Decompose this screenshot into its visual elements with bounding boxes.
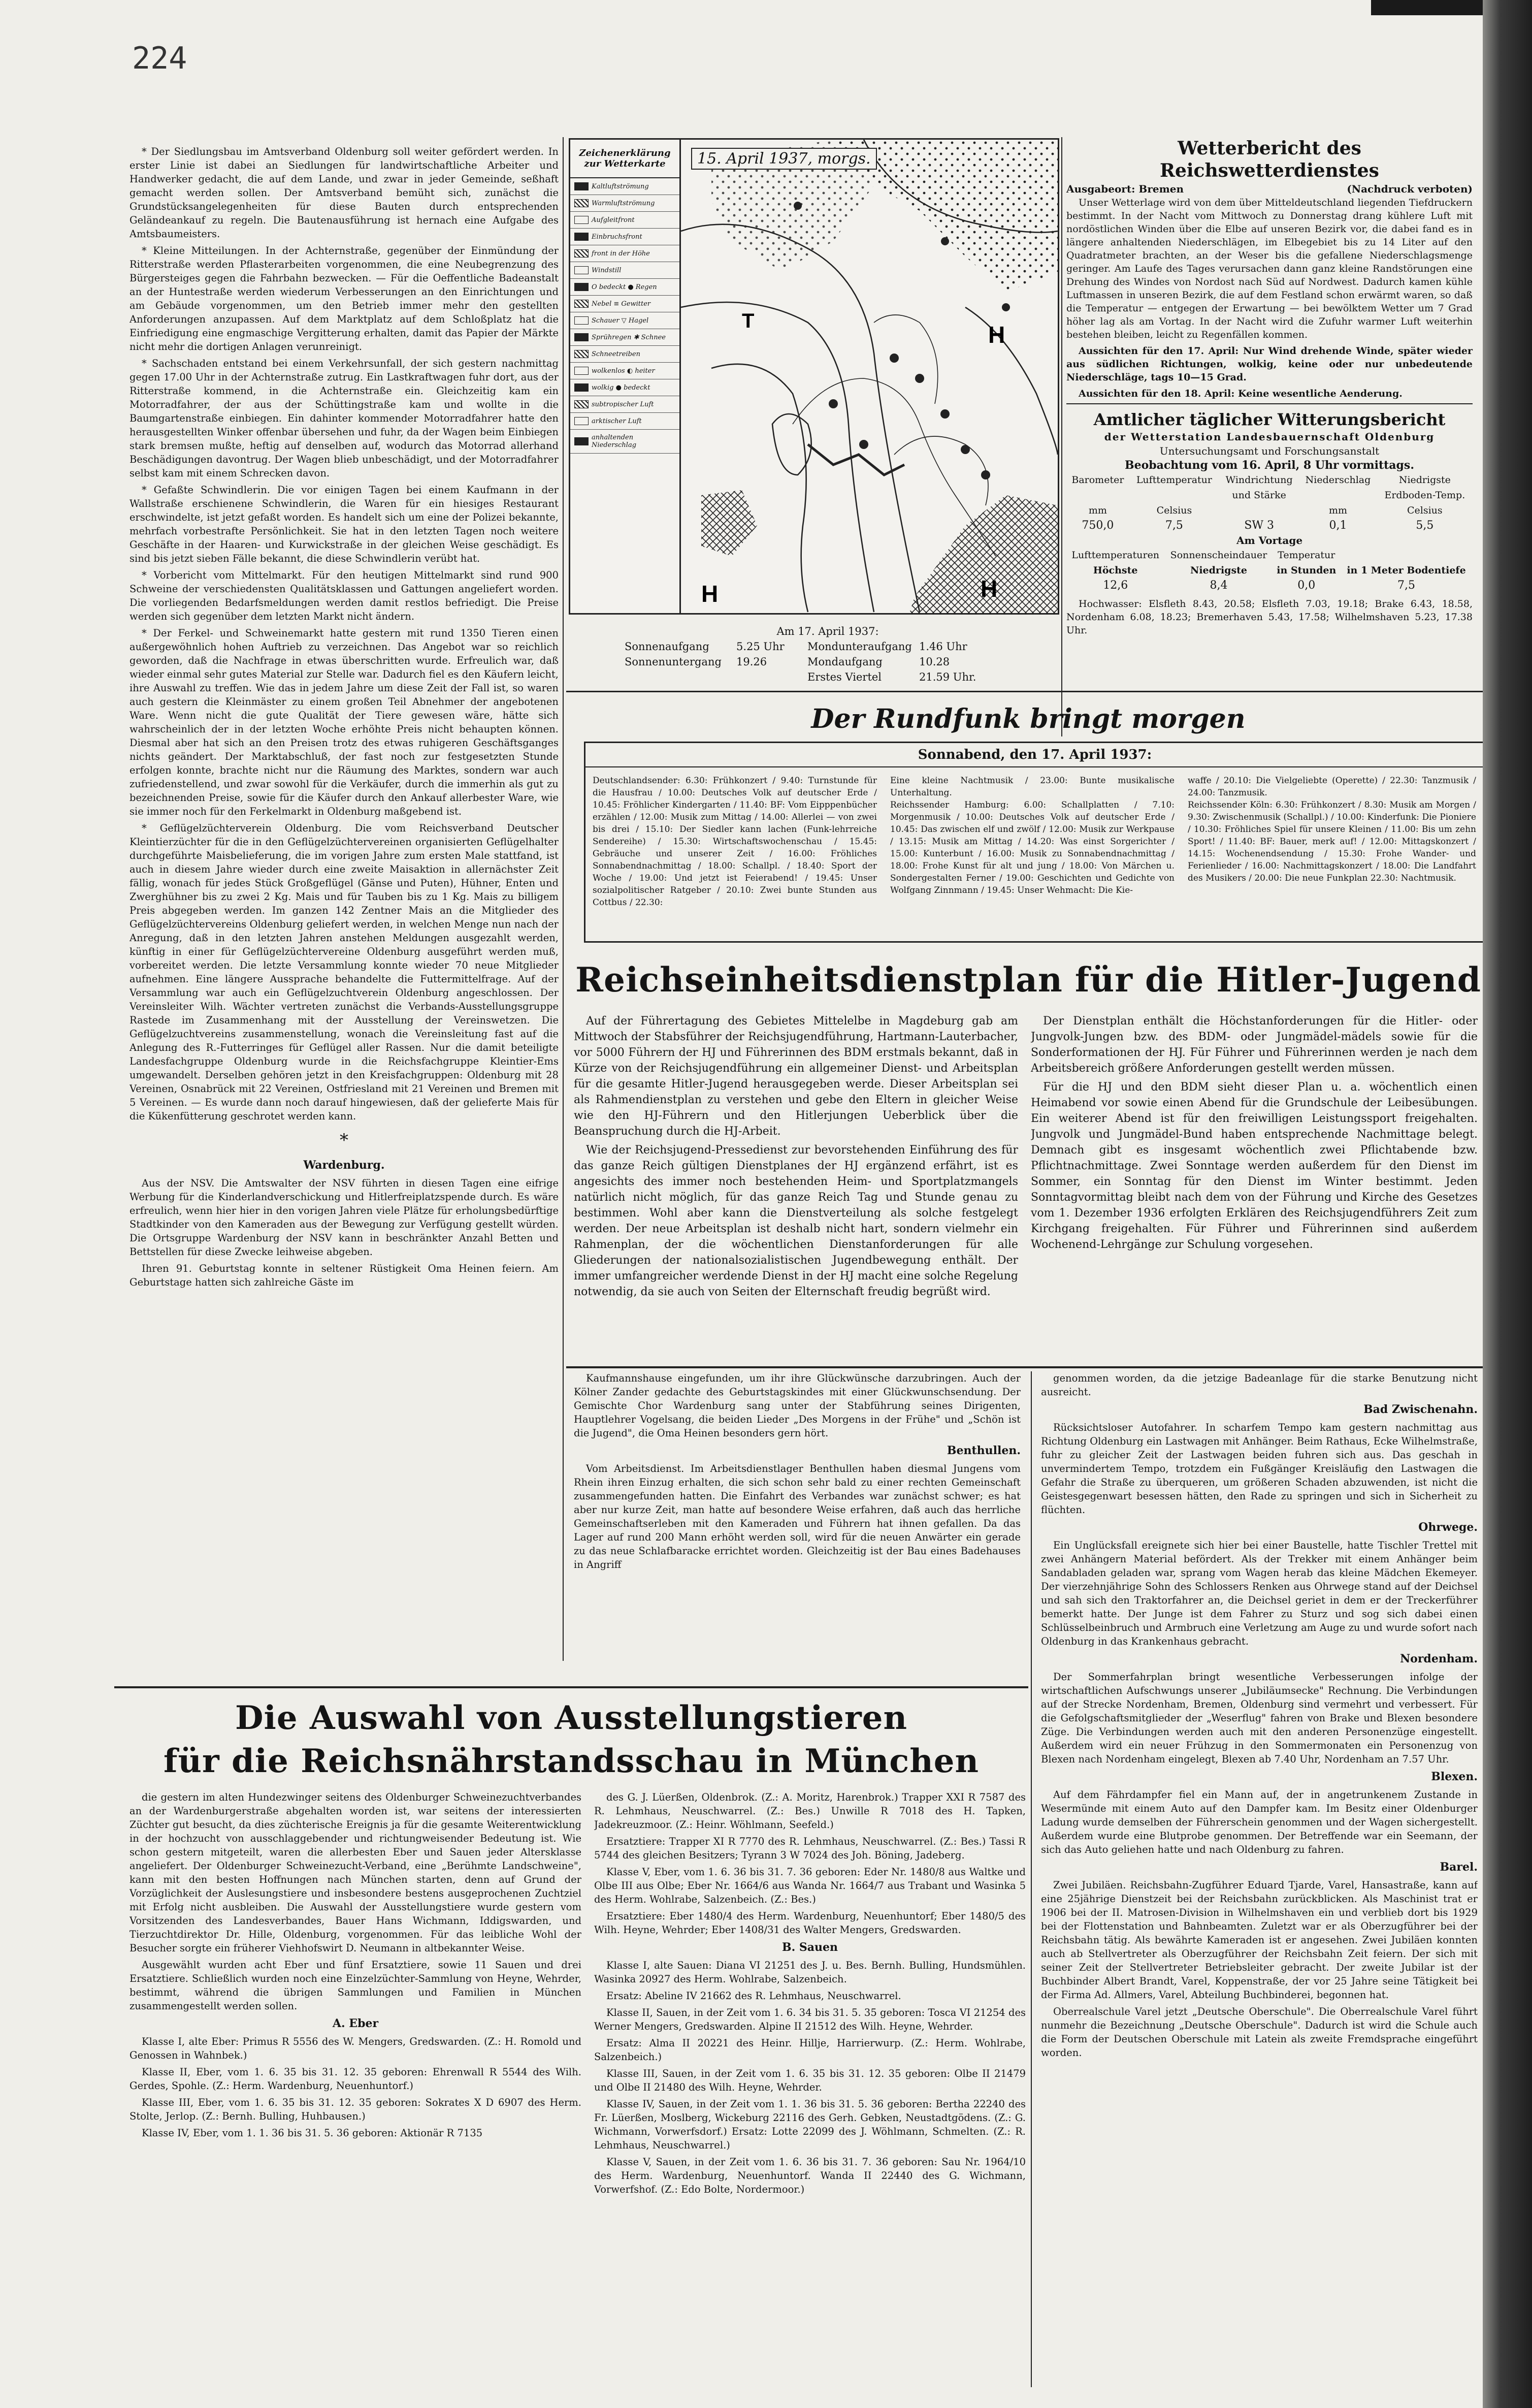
sauen-entry: Klasse III, Sauen, in der Zeit vom 1. 6. 35 bis 31. 12. 35 geboren: Olbe II 21479 und Olbe II 21480 des Wilh. Heyne, Wehrder. [594, 2068, 1026, 2093]
news-paragraph: Zwei Jubiläen. Reichsbahn-Zugführer Eduard Tjarde, Varel, Hansastraße, kann auf eine 25jährige Dienstzeit bei der Reichsbahn zurückblicken. Als Maschinist trat er 1906 bei der II. Matrosen-Division in Wilhelmshaven ein und verblieb dort bis 1929 bei der Flottenstation und Bahnbeamten. Zuletzt war er als Oberzugführer bei der Reichsbahn tätig. Als bewährte Kameraden ist er angesehen. Zwei Jubiläen konnten auch ab Stellvertreter als Oberzugführer der Reichsbahn Zeit feiern. Der sich mit seiner Zeit der Stellvertreter Betriebsleiter gebracht. Der zweite Jubilar ist der Buchbinder Albert Brandt, Varel, Koppenstraße, der vor 25 Jahre seine Tätigkeit bei der Firma Ad. Allmers, Varel, Abteilung Buchbinderei, begonnen hat. [1041, 1879, 1478, 2001]
bad-zwischenahn-title: Bad Zwischenahn. [1363, 1403, 1478, 1416]
eber-title: A. Eber [332, 2017, 379, 2030]
table-value-cell: 7,5 [1165, 519, 1183, 532]
hj-right-column [1031, 1013, 1478, 1359]
legend-item [570, 413, 679, 430]
legend-item-label: Aufgleitfront [592, 216, 635, 224]
news-paragraph: * Der Siedlungsbau im Amtsverband Oldenburg soll weiter gefördert werden. In erster Linie ist dabei an Siedlungen für landwirtschaftliche Arbeiter und Handwerker gedacht, die auf dem Lande, und zwar in jeder Gemeinde, seßhaft gemacht werden sollen. Der Amtsverband bemüht sich, zunächst die Grundstücksangelegenheiten für diese Bauten durch entsprechenden Geländeankauf zu regeln. Die Bautenausführung ist hernach eine Aufgabe des Amtsbaumeisters. [129, 146, 559, 240]
radio-col-1: Deutschlandsender: 6.30: Frühkonzert / 9.40: Turnstunde für die Hausfrau / 10.00: Deutsches Volk auf deutscher Erde / 10.45: Fröhlicher Kindergarten / 11.40: BF: Vom Eipppenbücher erzählen / 12.00: Musik zum Mittag / 14.00: Allerlei — von zwei bis drei / 15.10: Der Siedler kann lachen (Funk-lehrreiche Sendereihe) / 15.30: Wirtschaftswochenschau / 15.45: Gebräuche und unserer Zeit / 16.00: Fröhliches Sonnabendnachmittag / 18.00: Schallpl. / 18.40: Sport der Woche / 19.00: Und jetzt ist Feierabend! / 19.45: Unser sozialpolitischer Ratgeber / 20.10: Zwei bunte Stunden aus Cottbus / 22.30: [593, 776, 877, 908]
legend-item [570, 430, 679, 454]
table-value-cell: 750,0 [1082, 519, 1114, 532]
wardenburg-news [129, 1176, 559, 1289]
middle-left-column [574, 1371, 1021, 1676]
radio-col-3: waffe / 20.10: Die Vielgeliebte (Operette) / 22.30: Tanzmusik / 24.00: Tanzmusik. Reichssender Köln: 6.30: Frühkonzert / 8.30: Musik am Morgen / 9.30: Zwischenmusik (Schallpl.) / 10.00: Kinderfunk: Die Pioniere / 10.30: Fröhliches Spiel für unsere Kleinen / 11.00: Bis um zehn Sport! / 11.40: BF: Bauer, merk auf! / 12.00: Mittagskonzert / 14.15: Wochenendsendung / 15.30: Frohe Wander- und Ferienlieder / 16.00: Nachmittagskonzert / 18.00: Die Landfahrt des Musikers / 20.00: Die neue Funkplan 22.30: Nachtmusik. [1188, 776, 1476, 883]
ausstellung-paragraph: des G. J. Lüerßen, Oldenbrok. (Z.: A. Moritz, Harenbrok.) Trapper XXI R 7587 des R. Lehmhaus, Neuschwarrel. (Z.: Bes.) Unwille R 7018 des H. Tapken, Jadekreuzmoor. (Z.: Heinr. Wöhlmann, Seefeld.) [594, 1791, 1026, 1831]
sauen-entry: Klasse I, alte Sauen: Diana VI 21251 des J. u. Bes. Bernh. Bulling, Hundsmühlen. Wasinka 20927 des Herm. Wohlrabe, Salzenbeich. [594, 1960, 1026, 1985]
right-bottom-column [1041, 1371, 1478, 2397]
legend-item-label: wolkenlos ◐ heiter [592, 367, 655, 375]
ausstellung-paragraph: Ersatztiere: Trapper XI R 7770 des R. Lehmhaus, Neuschwarrel. (Z.: Bes.) Tassi R 5744 des gleichen Besitzers; Tyrann 3 W 7024 des Joh. Böning, Jadeberg. [594, 1836, 1026, 1861]
table-value-cell: 0,0 [1297, 579, 1316, 592]
news-paragraph: * Gefaßte Schwindlerin. Die vor einigen Tagen bei einem Kaufmann in der Wallstraße erschienene Schwindlerin, die Waren für ein hiesiges Restaurant erschwindelte, ist jetzt gefaßt worden. Es handelt sich um eine der Polizei bekannte, mehrfach vorbestrafte Persönlichkeit. Sie hat in den letzten Tagen noch weitere Geschäfte in der Haaren- und Kurwickstraße in der gleichen Weise geschädigt. Es sind bis jetzt sieben Fälle bekannt, die diese Schwindlerin verübt hat. [129, 484, 559, 564]
news-paragraph: * Geflügelzüchterverein Oldenburg. Die vom Reichsverband Deutscher Kleintierzüchter für die in den Geflügelzüchtervereinen organisierten Geflügelhalter durchgeführte Maisbelieferung, die im vorigen Jahre zum ersten Male stattfand, ist auch in diesem Jahre wieder durch eine zweite Maisaktion in allernächster Zeit fällig, wonach für jedes Stück Großgeflügel (Gänse und Puten), Hühner, Enten und Zwerghühner bis zu zwei 2 Kg. Mais und für Tauben bis zu 1 Kg. Mais zu billigem Preis abgegeben werden. Im ganzen 142 Zentner Mais an die Mitglieder des Geflügelzüchtervereins Oldenburg geliefert werden, in welchen Menge nun nach der Anregung, daß in den letzten Jahren anstehen Meldungen ausgezahlt werden, künftig in einer für Geflügelzüchtervereine Oldenburg ausgeführt werden muß, vorbereitet werden. Die letzte Versammlung konnte wieder 70 neue Mitglieder aufnehmen. Eine längere Aussprache behandelte die Futtermittelfrage. Auf der Versammlung war auch ein Geflügelzuchtverein Oldenburg angeschlossen. Der Vereinsleiter Wilh. Wächter vertreten zunächst die Verbands-Ausstellungsgruppe Rastede im Zusammenhang mit der Ausstellung der Vereinswetzen. Die Geflügelzuchtvereins zusammenstellung, wonach die Vereinsleitung fast auf die Anlegung des R.-Futterringes für Geflügel aller Rassen. Nur die damit beteiligte Landesfachgruppe Oldenburg wurde in die Reichsfachgruppe Kleintier-Ems umgewandelt. Derselben gehören jetzt in den Kreisfachgruppen: Oldenburg mit 28 Vereinen, Osnabrück mit 22 Vereinen, Ostfriesland mit 21 Vereinen und Bremen mit 5 Vereinen. — Es wurde dann noch darauf hingewiesen, daß der gelieferte Mais für die Kükenfütterung geschrotet werden kann. [129, 822, 559, 1122]
legend-symbol-icon [574, 249, 589, 258]
sun-moon-row [625, 654, 1031, 669]
news-paragraph: Vom Arbeitsdienst. Im Arbeitsdienstlager Benthullen haben diesmal Jungens vom Rhein ihren Einzug erhalten, die sich schon sehr bald zu einer rechten Gemeinschaft zusammengefunden hatten. Die Einfahrt des Verbandes war zunächst schwer; es hat aber nur kurze Zeit, man hatte auf besondere Weise erfahren, daß auch das herrliche Gemeinschaftserleben mit den Kameraden und Führern hat ihnen gefallen. Da das Lager auf rund 200 Mann erhöht werden soll, wird für die neuen Anwärter ein gerade zu das neue Schlafbaracke errichtet worden. Gleichzeitig ist der Bau eines Badehauses in Angriff [574, 1463, 1021, 1570]
sun-moon-value: 5.25 Uhr [736, 640, 785, 653]
table-header-cell: Niedrigste [1190, 565, 1248, 576]
news-paragraph: genommen worden, da die jetzige Badeanlage für die starke Benutzung nicht ausreicht. [1041, 1372, 1478, 1398]
table-unit-cell: mm [1088, 505, 1107, 516]
local-news-list [129, 145, 559, 1123]
weather-report-title: Wetterbericht des Reichswetterdienstes [1160, 138, 1379, 181]
weather-map-legend [570, 140, 681, 613]
barel-title: Barel. [1440, 1860, 1478, 1874]
sun-moon-value2: 10.28 [919, 656, 950, 668]
legend-item-label: Sprühregen ✱ Schnee [592, 333, 666, 341]
legend-item-label: front in der Höhe [592, 249, 650, 258]
legend-symbol-icon [574, 383, 589, 392]
table-value-cell: 12,6 [1103, 579, 1128, 592]
legend-symbol-icon [574, 437, 589, 445]
table-header-cell [1299, 488, 1377, 503]
sun-moon-value [736, 669, 807, 685]
ausstellung-paragraph: Klasse V, Eber, vom 1. 6. 36 bis 31. 7. 36 geboren: Eder Nr. 1480/8 aus Waltke und Olbe III aus Olbe; Eber Nr. 1664/6 aus Wanda Nr. 1664/7 aus Trabant und Wasinka 5 des Herm. Wohlrabe, Salzenbeich. (Z.: Bes.) [594, 1866, 1026, 1905]
sun-moon-row [625, 669, 1031, 685]
table-header-cell: Sonnenscheindauer [1170, 550, 1267, 561]
legend-item [570, 296, 679, 312]
high-pressure-label-1: H [988, 322, 1005, 348]
sauen-entry: Klasse II, Sauen, in der Zeit vom 1. 6. 34 bis 31. 5. 35 geboren: Tosca VI 21254 des Werner Mengers, Gredswarden. Alpine II 21512 des Wilh. Heyne, Wehrder. [594, 2007, 1026, 2032]
legend-symbol-icon [574, 266, 589, 274]
news-paragraph: Rücksichtsloser Autofahrer. In scharfem Tempo kam gestern nachmittag aus Richtung Oldenburg ein Lastwagen mit Anhänger. Beim Rathaus, Ecke Wilhelmstraße, fuhr zu gleicher Zeit der Lastwagen beiden fuhren sich aus. Das geschah in unvermindertem Tempo, trotzdem ein Fußgänger Kreisläufig den Lastwagen die Gefahr die Straße zu überqueren, um größeren Schaden abzuwenden, ist nicht die Geistesgegenwart besessen hätten, den Rade zu springen und sich in Sicherheit zu flüchten. [1041, 1422, 1478, 1516]
legend-symbol-icon [574, 333, 589, 341]
weather-report [1066, 137, 1473, 686]
table-value-cell: 8,4 [1210, 579, 1228, 592]
table-unit-cell [1219, 503, 1299, 518]
legend-item-label: subtropischer Luft [592, 400, 654, 408]
weather-map-box [569, 138, 1059, 615]
page-number: 224 [132, 41, 187, 76]
ausstellung-paragraph: Ersatztiere: Eber 1480/4 des Herm. Wardenburg, Neuenhuntorf; Eber 1480/5 des Wilh. Heyne, Wehrder; Eber 1408/31 des Walter Mengers, Gredswarden. [594, 1910, 1026, 1936]
hj-paragraph: Wie der Reichsjugend-Pressedienst zur bevorstehenden Einführung des für das ganze Reich gültigen Dienstplanes der HJ ergänzend erfährt, ist es angesichts des immer noch bestehenden Heim- und Sportplatzmangels natürlich nicht möglich, für das ganze Reich Tag und Stunde genau zu bestimmen. Wohl aber kann die Dienstverteilung als solche festgelegt werden. Der neue Arbeitsplan ist deshalb nicht hart, sondern vielmehr ein Rahmenplan, der die wöchentlichen Dienstanforderungen für alle Gliederungen der nationalsozialistischen Jugendbewegung enthält. Der immer umfangreicher werdende Dienst in der HJ macht eine solche Regelung notwendig, da sie auch von Seiten der Elternschaft freudig begrüßt wird. [574, 1144, 1018, 1298]
hj-paragraph: Auf der Führertagung des Gebietes Mittelelbe in Magdeburg gab am Mittwoch der Stabsführer der Reichsjugendführung, Hartmann-Lauterbacher, vor 5000 Führern der HJ und Führerinnen des BDM erstmals bekannt, daß in Kürze von der Reichsjugendführung ein allgemeiner Dienst- und Arbeitsplan für die gesamte Hitler-Jugend herausgegeben werde. Dieser Arbeitsplan sei als Rahmendienstplan zu verstehen und gebe den Eltern in gleicher Weise wie den HJ-Führern und den Hitlerjungen Ueberblick über die Beanspruchung durch die HJ-Arbeit. [574, 1015, 1018, 1138]
legend-item [570, 363, 679, 379]
news-paragraph: Aus der NSV. Die Amtswalter der NSV führten in diesen Tagen eine eifrige Werbung für die Kinderlandverschickung und Hitlerfreiplatzspende durch. Es wäre erfreulich, wenn hier hier in den vorigen Jahren viele Plätze für erholungsbedürftige Stadtkinder von den Kameraden aus der Bewegung zur Verfügung gestellt würden. Die Ortsgruppe Wardenburg der NSV kann in beschränkter Anzahl Betten und Bettstellen für diese Zwecke leihweise abgeben. [129, 1177, 559, 1258]
radio-col-2: Eine kleine Nachtmusik / 23.00: Bunte musikalische Unterhaltung. Reichssender Hamburg: 6.00: Schallplatten / 7.10: Morgenmusik / 10.00: Deutsches Volk auf deutscher Erde / 10.45: Das zwischen elf und zwölf / 12.00: Musik zur Werkpause / 13.15: Musik am Mittag / 14.20: Was einst Sorgerichter / 15.00: Kunterbunt / 16.00: Musik zu Sonnabendnachmittag / 18.00: Frohe Kunst für alt und jung / 18.00: Von Märchen u. Sondergestalten Ferner / 19.00: Geschichten und Gedichte von Wolfgang Zinnmann / 19.45: Unser Wehmacht: Die Kie- [890, 776, 1175, 895]
table-header-cell: Höchste [1093, 565, 1138, 576]
sun-moon-row [625, 639, 1031, 654]
news-paragraph: * Vorbericht vom Mittelmarkt. Für den heutigen Mittelmarkt sind rund 900 Schweine der verschiedensten Qualitätsklassen und Gattungen angeliefert worden. Die vorliegenden Bedarfsmeldungen werden damit restlos befriedigt. Die Preise werden sich gegenüber dem letzten Markt nicht ändern. [129, 569, 559, 622]
legend-item [570, 279, 679, 296]
sauen-entry: Ersatz: Alma II 20221 des Heinr. Hillje, Harrierwurp. (Z.: Herm. Wohlrabe, Salzenbeich.) [594, 2037, 1026, 2063]
high-pressure-label-2: H [701, 581, 719, 607]
table-header-cell: Windrichtung [1225, 474, 1293, 486]
legend-title: Zeichenerklärung zur Wetterkarte [570, 140, 679, 178]
column-rule-2 [1061, 137, 1062, 736]
table-value-cell: 7,5 [1397, 579, 1415, 592]
legend-item-label: wolkig ● bedeckt [592, 383, 650, 392]
legend-item [570, 379, 679, 396]
ausstellung-paragraph: die gestern im alten Hundezwinger seitens des Oldenburger Schweinezuchtverbandes an der Wardenburgerstraße abgehalten worden ist, war seitens der interessierten Züchter gut besucht, da dies züchterische Ereignis ja für die gesamte Weiterentwicklung in der hochzucht von ausschlaggebender und richtungweisender Bedeutung ist. Wie schon gestern mitgeteilt, waren die allerbesten Eber und Sauen jeder Altersklasse angeliefert. Der Oldenburger Schweinezucht-Verband, eine „Berühmte Landschweine", kann mit den besten Hoffnungen nach München starten, denn auf Grund der Vorzüglichkeit der Auslesungstiere und insbesondere bestens ausgeprochenen Zuchtziel mit Erfolg nicht ausbleiben. Die Auswahl der Ausstellungstiere wurde gestern vom Vorsitzenden des Landesverbandes, Bauer Hans Wichmann, Iddigswarden, und Tierzuchtdirektor Dr. Hille, Oldenburg, vorgenommen. Für das leibliche Wohl der Besucher sorgte ein früherer Viehhofswirt D. Neumann in altbekannter Weise. [129, 1791, 581, 1954]
low-pressure-label: T [742, 310, 755, 332]
table-header-cell: und Stärke [1232, 490, 1286, 501]
table-header-cell: in Stunden [1277, 565, 1337, 576]
high-pressure-label-3: H [981, 575, 998, 602]
daily-weather-table-2 [1066, 548, 1473, 593]
table-header-cell: Lufttemperaturen [1071, 550, 1160, 561]
hr-radio-top [566, 691, 1483, 692]
news-paragraph: Kaufmannshause eingefunden, um ihr ihre Glückwünsche darzubringen. Auch der Kölner Zander gedachte des Geburtstagskindes mit einer Glückwunschsendung. Der Gemischte Chor Wardenburg sang unter der Stabführung seines Dirigenten, Hauptlehrer Vogelsang, die beiden Lieder „Des Morgens in der Frühe" und „Schön ist die Jugend", die Oma Heinen besonders gern hört. [574, 1372, 1021, 1439]
news-paragraph: * Der Ferkel- und Schweinemarkt hatte gestern mit rund 1350 Tieren einen außergewöhnlich hohen Auftrieb zu verzeichnen. Das Angebot war so reichlich geworden, daß die Nachfrage in etwas überschritten wurde. Erfreulich war, daß wieder einmal sehr gutes Material zur Stelle war. Dadurch fiel es den Käufern leicht, ihre Auswahl zu treffen. Wie das in jedem Jahre um diese Zeit der Fall ist, so waren auch gestern die Kleinmäster zu einem großen Teil Abnehmer der angebotenen Ware. Wenn nicht die gute Qualität der Tiere gewesen wäre, hätte sich wahrscheinlich der in der letzten Woche erhöhte Preis nicht behaupten können. Diesmal aber hat sich an den Preisen trotz des etwas ruhigeren Geschäftsganges nichts geändert. Der Marktabschluß, der fast noch zur festgesetzten Stunde erfolgen konnte, brachte nicht nur die Räumung des Marktes, sondern war auch zufriedenstellend, und zwar sowohl für die Verkäufer, durch die immerhin als gut zu bezeichnenden Preise, sowie für die Käufer durch den Ankauf allerbester Ware, wie sie immer noch für den Ferkelmarkt in Oldenburg maßgebend ist. [129, 627, 559, 817]
legend-item-label: anhaltenden Niederschlag [592, 434, 637, 449]
hj-left-column [574, 1013, 1018, 1359]
legend-item [570, 245, 679, 262]
blexen-title: Blexen. [1431, 1770, 1478, 1783]
sun-moon-value: 19.26 [736, 656, 767, 668]
separator-star: * [340, 1130, 348, 1150]
ausstellung-middle-column [594, 1790, 1026, 2390]
legend-symbol-icon [574, 300, 589, 308]
table-header-cell [1129, 488, 1219, 503]
news-paragraph: * Sachschaden entstand bei einem Verkehrsunfall, der sich gestern nachmittag gegen 17.00 Uhr in der Achternstraße zutrug. Ein Lastkraftwagen fuhr dort, aus der Ritterstraße kommend, in die Achternstraße ein. Gleichzeitig kam ein Motorradfahrer, der aus der Schüttingstraße kam und wollte in die Baumgartenstraße einbiegen. Ein dahinter kommender Motorradfahrer hatte den herausgestellten Winker offenbar übersehen und fuhr, da der Wagen beim Einbiegen stark bremsen mußte, heftig auf denselben auf, wodurch das Motorrad allerhand Beschädigungen davontrug. Der Wagen blieb unbeschädigt, und der Motorradfahrer selbst kam mit einem Schrecken davon. [129, 358, 559, 479]
radio-program-box [584, 742, 1483, 943]
sun-moon-value2: 1.46 Uhr [919, 640, 967, 653]
table-value-cell: 0,1 [1329, 519, 1347, 532]
sun-moon-times [625, 624, 1031, 685]
eber-entry: Klasse III, Eber, vom 1. 6. 35 bis 31. 12. 35 geboren: Sokrates X D 6907 des Herm. Stolte, Jerlop. (Z.: Bernh. Bulling, Huhbausen.) [129, 2097, 581, 2122]
news-paragraph: * Kleine Mitteilungen. In der Achternstraße, gegenüber der Einmündung der Ritterstraße werden Pflasterarbeiten vorgenommen, die eine Neubegrenzung des Bürgersteiges gegen die Fahrbahn bezwecken. — Für die Oeffentliche Badeanstalt an der Huntestraße werden wiederum Verbesserungen an den Einrichtungen und am Gebäude vorgenommen, um den Betrieb immer mehr den gestellten Anforderungen anzupassen. Auf dem Marktplatz auf dem Schloßplatz hat die Einfriedigung eine engmaschige Vergitterung erhalten, damit das Papier der Märkte nicht mehr die dortigen Anlagen verunreinigt. [129, 245, 559, 352]
weather-issued: Ausgabeort: Bremen [1066, 183, 1184, 195]
table-header-cell: Erdboden-Temp. [1384, 490, 1465, 501]
table-unit-cell: mm [1328, 505, 1348, 516]
legend-item [570, 312, 679, 329]
news-paragraph: Ein Unglücksfall ereignete sich hier bei einer Baustelle, hatte Tischler Trettel mit zwei Anhängern Material befördert. Als der Trekker mit einem Anhänger beim Sandabladen geladen war, sprang vom Wagen herab das kleine Mädchen Ekemeyer. Der vierzehnjährige Sohn des Schlossers Renken aus Ohrwege stand auf der Deichsel und sah sich den Traktorfahrer an, die Deichsel geriet in dem er der Treckerführer bemerkt hatte. Der Junge ist dem Fahrer zu Sturz und sog sich dabei einen Schlüsselbeinbruch und Armbruch eine Verletzung am Auge zu und wurde sofort nach Oldenburg in das Krankenhaus gebracht. [1041, 1539, 1478, 1647]
legend-item [570, 396, 679, 413]
news-paragraph: Oberrealschule Varel jetzt „Deutsche Oberschule". Die Oberrealschule Varel führt nunmehr die Bezeichnung „Deutsche Oberschule". Dadurch ist wird die Schule auch die Form der Deutschen Oberschule mit Latein als zweite Fremdsprache eingeführt worden. [1041, 2006, 1478, 2059]
table-header-cell: in 1 Meter Bodentiefe [1347, 565, 1466, 576]
ohrwege-title: Ohrwege. [1418, 1521, 1478, 1534]
tide-table: Hochwasser: Elsfleth 8.43, 20.58; Elsfleth 7.03, 19.18; Brake 6.43, 18.58, Nordenham 6.08, 18.23; Bremerhaven 5.43, 17.58; Wilhelmshaven 5.23, 17.38 Uhr. [1066, 598, 1473, 636]
news-paragraph: Der Sommerfahrplan bringt wesentliche Verbesserungen infolge der wirtschaftlichen Aufschwungs unserer „Jubiläumsecke" Rechnung. Die Verbindungen auf der Strecke Nordenham, Bremen, Oldenburg sind vermehrt und verbessert. Für die Gefolgschaftsmitglieder der „Weserflug" fahren von Brake und Blexen besondere Züge. Die Verbindungen werden auch mit den anderen Personenzüge eingestellt. Außerdem wird ein neuer Frühzug in den Sommermonaten ein Personenzug von Blexen nach Nordenham eingelegt, Blexen ab 7.40 Uhr, Nordenham an 7.57 Uhr. [1041, 1671, 1478, 1765]
legend-symbol-icon [574, 199, 589, 207]
legend-item [570, 229, 679, 245]
ausstellung-paragraph: Ausgewählt wurden acht Eber und fünf Ersatztiere, sowie 11 Sauen und drei Ersatztiere. Schließlich wurden noch eine Einzelzüchter-Sammlung von Heyne, Wehrder, bestimmt, während die übrigen Sammlungen und Familien in München zusammengestellt werden sollen. [129, 1959, 581, 2012]
sauen-entry: Klasse V, Sauen, in der Zeit vom 1. 6. 36 bis 31. 7. 36 geboren: Sau Nr. 1964/10 des Herm. Wardenburg, Neuenhuntorf. Wanda II 22440 des G. Wichmann, Vorwerfshof. (Z.: Edo Bolte, Nordermoor.) [594, 2156, 1026, 2195]
column-rule-1 [563, 137, 564, 1661]
left-column [129, 145, 559, 1668]
sauen-title: B. Sauen [781, 1941, 838, 1954]
eber-entry: Klasse II, Eber, vom 1. 6. 35 bis 31. 12. 35 geboren: Ehrenwall R 5544 des Wilh. Gerdes, Spohle. (Z.: Herm. Wardenburg, Neuenhuntorf.) [129, 2066, 581, 2092]
ausstellung-left-column [129, 1790, 581, 2390]
scan-border [1483, 0, 1532, 2408]
legend-symbol-icon [574, 283, 589, 291]
am-vortage: Am Vortage [1236, 534, 1303, 547]
table-value-cell: SW 3 [1244, 519, 1274, 532]
radio-date: Sonnabend, den 17. April 1937: [585, 743, 1483, 767]
weather-map [681, 140, 1058, 613]
daily-weather-obs: Beobachtung vom 16. April, 8 Uhr vormittags. [1125, 459, 1414, 472]
news-paragraph: Ihren 91. Geburtstag konnte in seltener Rüstigkeit Oma Heinen feiern. Am Geburtstage hatten sich zahlreiche Gäste im [129, 1263, 559, 1288]
legend-symbol-icon [574, 350, 589, 358]
legend-item-label: Nebel ≡ Gewitter [592, 300, 651, 308]
hr-hj-bottom [566, 1366, 1483, 1368]
table-header-cell: Niederschlag [1305, 474, 1371, 486]
sun-moon-label2: Mondunteraufgang [807, 640, 912, 653]
daily-weather-sub2: Untersuchungsamt und Forschungsanstalt [1159, 445, 1380, 457]
legend-item-label: arktischer Luft [592, 417, 642, 425]
sauen-entry: Ersatz: Abeline IV 21662 des R. Lehmhaus, Neuschwarrel. [606, 1990, 901, 2002]
legend-item [570, 212, 679, 229]
legend-symbol-icon [574, 216, 589, 224]
table-unit-cell: Celsius [1156, 505, 1192, 516]
eber-entry: Klasse I, alte Eber: Primus R 5556 des W. Mengers, Gredswarden. (Z.: H. Romold und Genossen in Wahnbek.) [129, 2036, 581, 2061]
legend-item [570, 329, 679, 346]
legend-symbol-icon [574, 417, 589, 425]
news-paragraph: Auf dem Fährdampfer fiel ein Mann auf, der in angetrunkenem Zustande in Wesermünde mit einem Auto auf den Dampfer kam. Im Besitz einer Oldenburger Ladung wurde demselben der Führerschein genommen und der Wagen sichergestellt. Außerdem wurde eine Blutprobe genommen. Der Betreffende war ein Seemann, der sich das Auto geliehen hatte und nach Oldenburg zu fahren. [1041, 1789, 1478, 1855]
legend-symbol-icon [574, 233, 589, 241]
table-unit-cell: Celsius [1407, 505, 1443, 516]
weather-forecast-2: Aussichten für den 18. April: Keine wesentliche Aenderung. [1079, 388, 1403, 399]
legend-item [570, 262, 679, 279]
sun-moon-label [625, 669, 736, 685]
hj-paragraph: Für die HJ und den BDM sieht dieser Plan u. a. wöchentlich einen Heimabend vor sowie einen Abend für die Grundschule der Leibesübungen. Ein weiterer Abend ist für den freiwilligen Leistungssport freigehalten. Jungvolk und Jungmädel-Bund haben entsprechende Nachmittage belegt. Demnach gibt es insgesamt wöchentlich zwei Pflichtabende bzw. Pflichtnachmittage. Zwei Sonntage werden außerdem für den Dienst im Sommer, ein Sonntag für den Dienst im Winter bestimmt. Jeden Sonntagvormittag bleibt nach dem von der Führung und Kirche des Gesetzes vom 1. Dezember 1936 erfolgten Erklären des Reichsjugendführers Zeit zum Kirchgang freigehalten. Für Führer und Führerinnen sind außerdem Wochenend-Lehrgänge zur Schulung vorgesehen. [1031, 1081, 1478, 1251]
nordenham-title: Nordenham. [1400, 1652, 1478, 1665]
weather-text: Unser Wetterlage wird von dem über Mitteldeutschland liegenden Tiefdruckern bestimmt. In der Nacht vom Mittwoch zu Donnerstag drang kühlere Luft mit nordöstlichen Winden über die Elbe auf unseren Bezirk vor, die dabei fand es in längere anhaltenden Niederschlägen, im Elbegebiet bis zu 14 Liter auf den Quadratmeter brachten, an der Weser bis die gefallene Niederschlagsmenge geringer. Am Laufe des Tages verursachen dann ganz kleine Randstörungen eine Drehung des Windes von Nordost nach Süd auf Nordwest. Dadurch kamen kühle Luftmassen in unseren Bezirk, die auf dem Festland schon erwärmt waren, so daß die Temperatur — entgegen der Erwartung — bei bewölktem Wetter um 7 Grad höher lag als am Vortag. In der Nacht wird die Zufuhr warmer Luft weiterhin bestehen bleiben, leicht zu Regenfällen kommen. [1066, 197, 1473, 340]
legend-item [570, 178, 679, 195]
sun-moon-date: Am 17. April 1937: [776, 625, 879, 637]
table-value-cell: 5,5 [1416, 519, 1434, 532]
legend-item-label: Windstill [592, 266, 622, 274]
table-header-cell [1066, 488, 1129, 503]
daily-weather-subtitle: der Wetterstation Landesbauernschaft Oldenburg [1104, 431, 1435, 443]
sun-moon-label2: Erstes Viertel [807, 671, 882, 683]
legend-item-label: Schneetreiben [592, 350, 640, 358]
legend-symbol-icon [574, 182, 589, 190]
daily-weather-table [1066, 472, 1473, 533]
legend-item-label: Einbruchsfront [592, 233, 642, 241]
column-rule-3 [1031, 1371, 1032, 2387]
sun-moon-label: Sonnenuntergang [625, 656, 722, 668]
sun-moon-label2: Mondaufgang [807, 656, 883, 668]
table-header-cell: Niedrigste [1398, 474, 1451, 486]
weather-forecast-1: Aussichten für den 17. April: Nur Wind drehende Winde, später wieder aus südlichen Richtungen, wolkig, keine oder nur unbedeutende Niederschläge, tags 10—15 Grad. [1066, 345, 1473, 383]
weather-map-drawing [681, 140, 1058, 613]
sauen-entry: Klasse IV, Sauen, in der Zeit vom 1. 1. 36 bis 31. 5. 36 geboren: Bertha 22240 des Fr. Lüerßen, Moslberg, Wickeburg 22116 des Gerh. Gebken, Neustadtgödens. (Z.: G. Wichmann, Vorwerfsdorf.) Ersatz: Lotte 22099 des J. Wöhlmann, Schmelten. (Z.: R. Lehmhaus, Neuschwarrel.) [594, 2098, 1026, 2151]
wardenburg-title: Wardenburg. [303, 1159, 385, 1172]
table-header-cell: Barometer [1071, 474, 1124, 486]
eber-entry: Klasse IV, Eber, vom 1. 1. 36 bis 31. 5. 36 geboren: Aktionär R 7135 [142, 2127, 483, 2139]
legend-item-label: Warmluftströmung [592, 199, 655, 207]
benthullen-title: Benthullen. [947, 1444, 1021, 1457]
table-header-cell: Lufttemperatur [1136, 474, 1213, 486]
table-header-cell: Temperatur [1278, 550, 1335, 561]
legend-item-label: O bedeckt ● Regen [592, 283, 657, 291]
sun-moon-label: Sonnenaufgang [625, 640, 709, 653]
daily-weather-title: Amtlicher täglicher Witterungsbericht [1093, 410, 1446, 429]
legend-symbol-icon [574, 367, 589, 375]
sun-moon-value2: 21.59 Uhr. [919, 671, 976, 683]
hj-paragraph: Der Dienstplan enthält die Höchstanforderungen für die Hitler- oder Jungvolk-Jungen bzw. des BDM- oder Jungmädel-mädels sowie für die Sonderformationen der HJ. Für Führer und Führerinnen werden je nach dem Arbeitsbereich größere Anforderungen gestellt werden müssen. [1031, 1015, 1478, 1075]
legend-item-label: Kaltluftströmung [592, 182, 649, 190]
ausstellung-headline-1: Die Auswahl von Ausstellungstieren [235, 1699, 907, 1737]
hr-ausstellung-top [114, 1686, 1028, 1688]
weather-issued-note: (Nachdruck verboten) [1347, 183, 1473, 195]
legend-item [570, 346, 679, 363]
map-title: 15. April 1937, morgs. [691, 148, 877, 170]
legend-symbol-icon [574, 400, 589, 408]
ausstellung-headline-2: für die Reichsnährstandsschau in München [163, 1742, 980, 1780]
radio-heading: Der Rundfunk bringt morgen [811, 703, 1246, 734]
legend-item-label: Schauer ▽ Hagel [592, 316, 649, 325]
hj-headline: Reichseinheitsdienstplan für die Hitler-Jugend [575, 960, 1481, 1000]
legend-symbol-icon [574, 316, 589, 325]
scan-border-top [1371, 0, 1483, 15]
legend-item [570, 195, 679, 212]
